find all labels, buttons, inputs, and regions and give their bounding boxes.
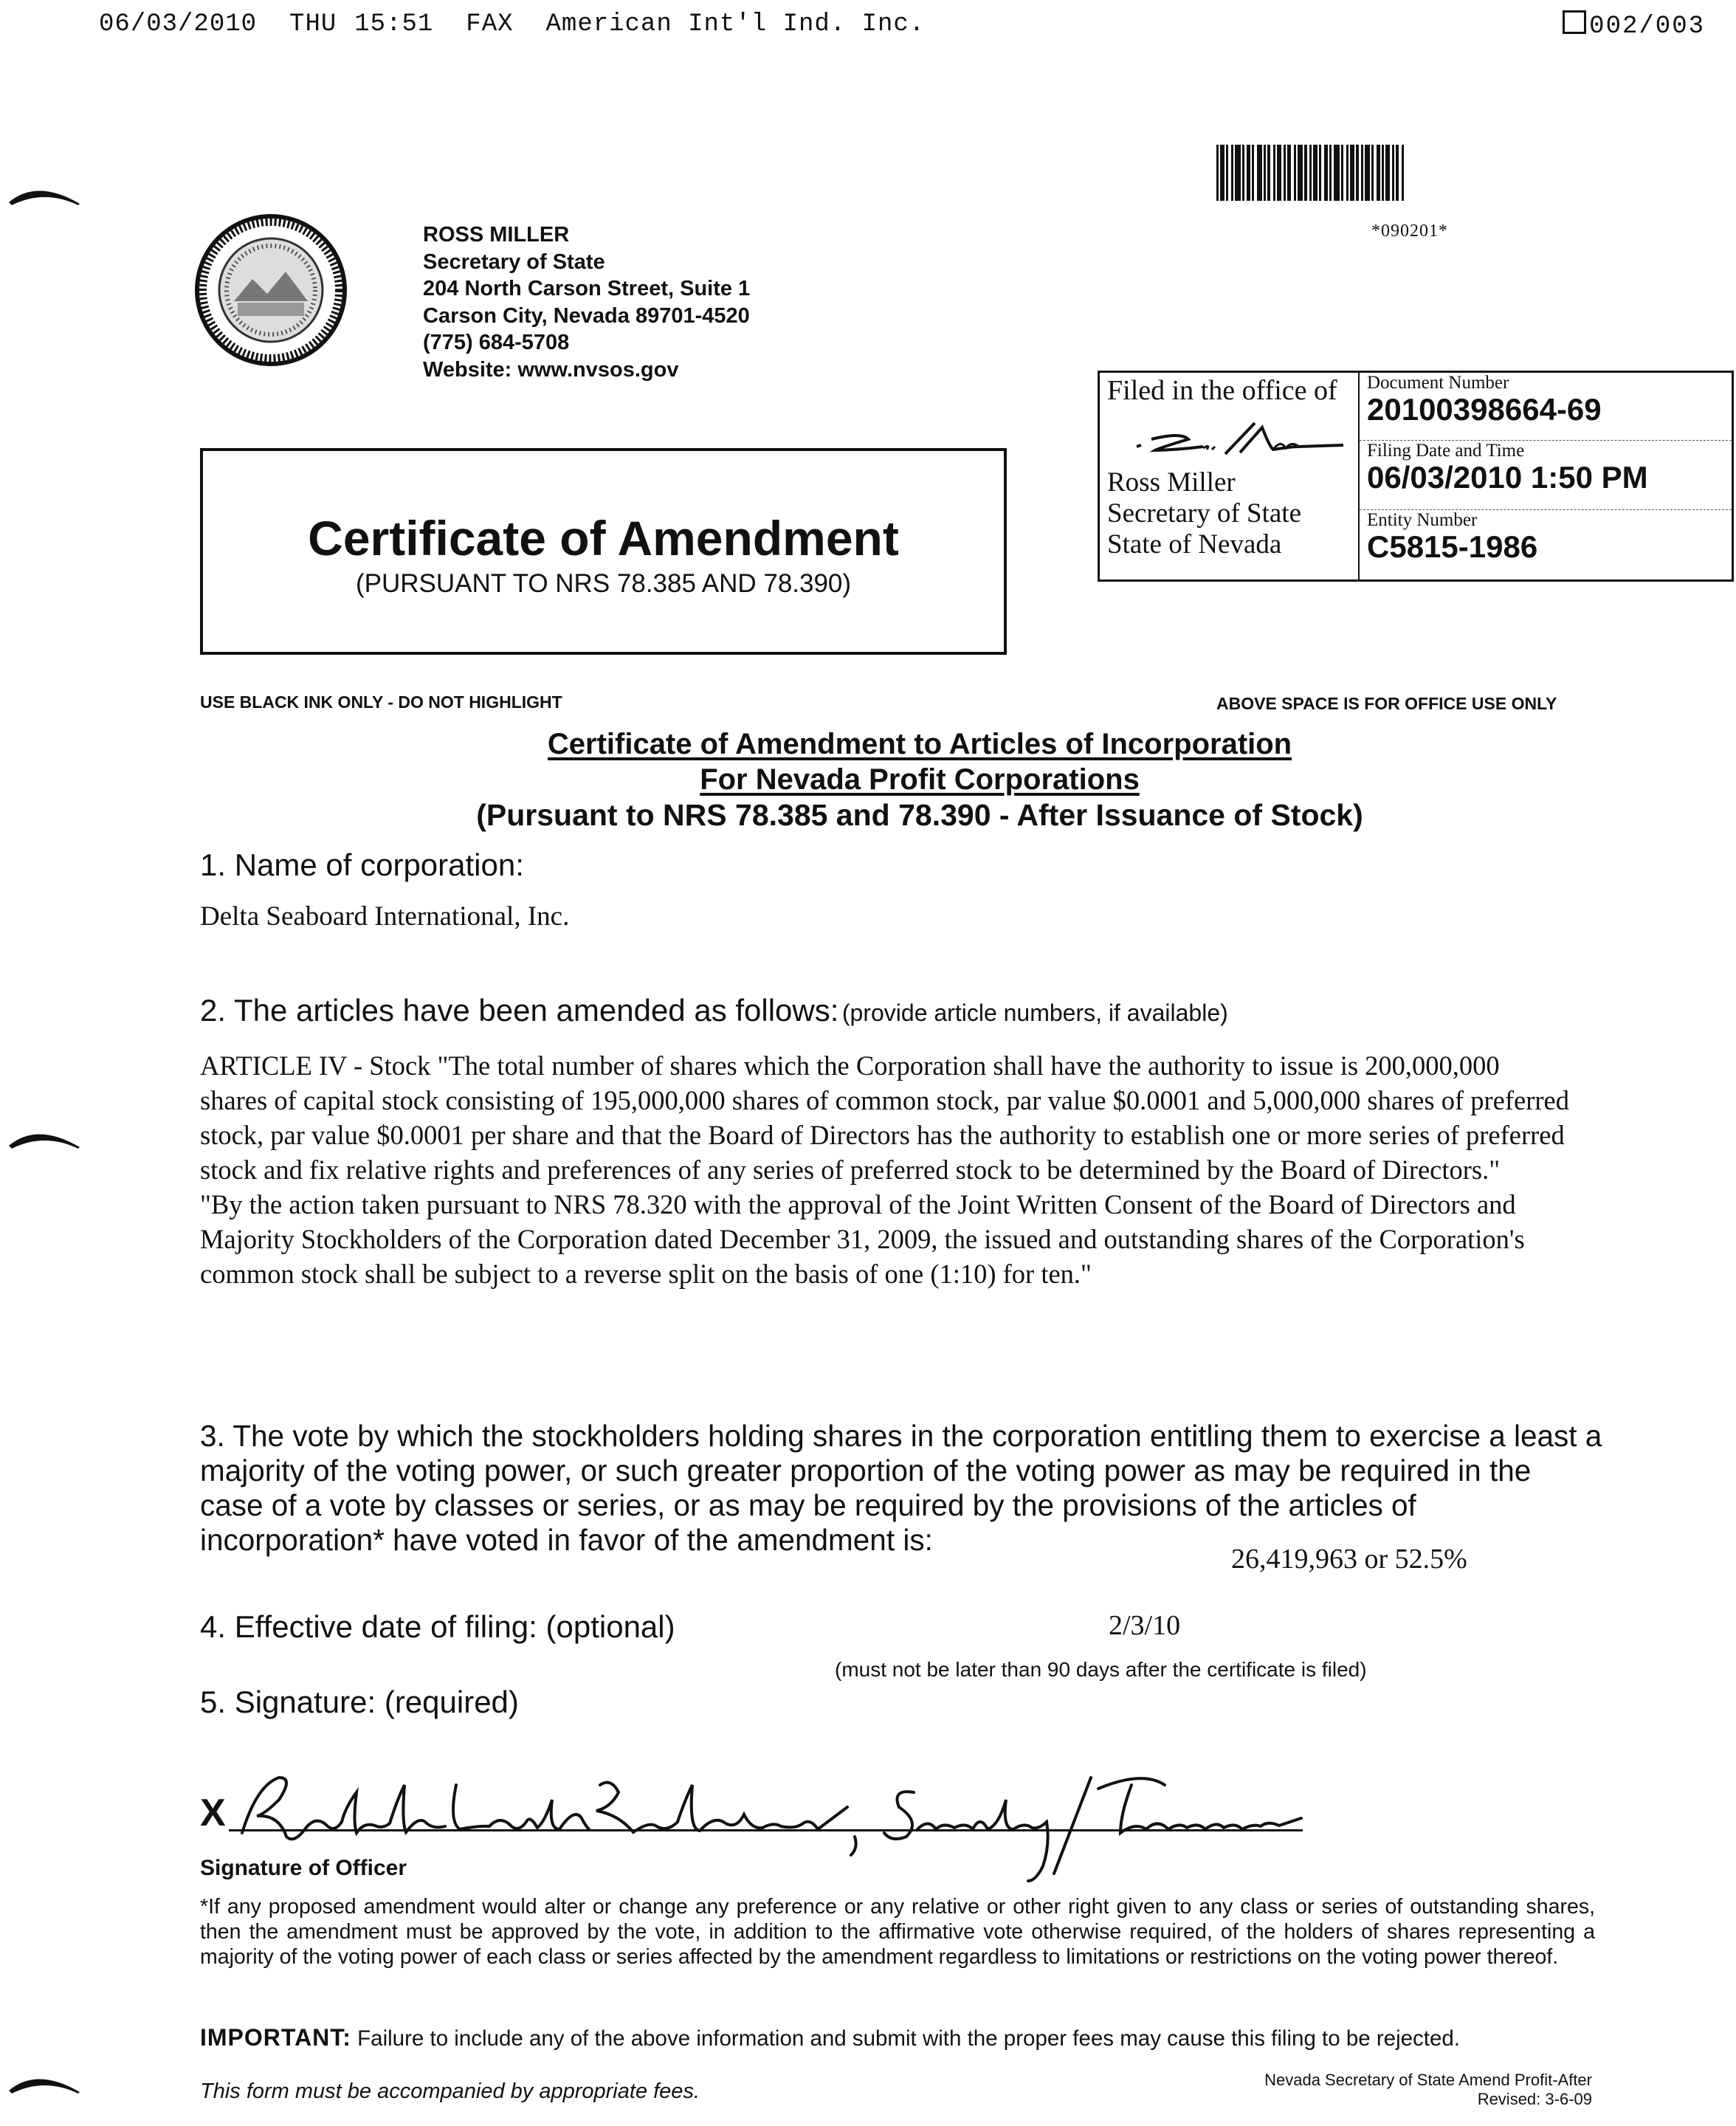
barcode-bar — [1273, 145, 1275, 201]
important-text: Failure to include any of the above information and submit with the proper fees may cause this filing to be rejected. — [357, 2026, 1460, 2051]
signature-field-label: 5. Signature: (required) — [200, 1685, 519, 1719]
barcode-bar — [1334, 145, 1340, 201]
fax-check-icon — [1563, 10, 1586, 34]
barcode-bar — [1226, 145, 1228, 201]
issuer-address-line1: 204 North Carson Street, Suite 1 — [423, 277, 751, 300]
barcode-bar — [1396, 145, 1399, 201]
fees-note: This form must be accompanied by appropriate fees. — [200, 2079, 700, 2103]
punch-hole-mark — [7, 2071, 81, 2094]
barcode-bar — [1264, 145, 1266, 201]
corporation-name-value: Delta Seaboard International, Inc. — [200, 901, 570, 932]
filing-officer-title: Secretary of State — [1107, 498, 1301, 529]
barcode-bar — [1257, 145, 1262, 201]
filing-date-label: Filing Date and Time — [1367, 441, 1525, 461]
certificate-subtitle: (PURSUANT TO NRS 78.385 AND 78.390) — [355, 569, 852, 598]
form-heading-line1-text: Certificate of Amendment to Articles of Incorporation — [547, 728, 1292, 760]
amendment-label-main: 2. The articles have been amended as follows: — [200, 993, 839, 1028]
vote-label: 3. The vote by which the stockholders holding shares in the corporation entitling them to exercise a least a majority of the voting power, or such greater proportion of the voting power as may be required in the case of a vote by classes or series, or as may be required by the provisions of the articles of incorporation* have voted in favor of the amendment is: — [200, 1419, 1602, 1557]
issuer-title: Secretary of State — [423, 250, 605, 274]
corporation-name-label: 1. Name of corporation: — [200, 847, 524, 882]
issuer-website: Website: www.nvsos.gov — [423, 357, 679, 382]
certificate-title: Certificate of Amendment — [308, 511, 899, 565]
barcode-bar — [1402, 145, 1404, 201]
effective-date-label: 4. Effective date of filing: (optional) — [200, 1609, 675, 1644]
vote-value: 26,419,963 or 52.5% — [1231, 1544, 1467, 1575]
fax-time: 15:51 — [354, 10, 434, 38]
certificate-title-box — [200, 448, 1007, 655]
form-heading-line3: (Pursuant to NRS 78.385 and 78.390 - After Issuance of Stock) — [476, 798, 1363, 832]
signature-of-officer-label: Signature of Officer — [200, 1856, 407, 1880]
barcode-bar — [1392, 145, 1394, 201]
barcode-bar — [1341, 145, 1343, 201]
office-use-notice: ABOVE SPACE IS FOR OFFICE USE ONLY — [1216, 694, 1557, 713]
document-number-label: Document Number — [1367, 373, 1509, 393]
barcode-bar — [1220, 145, 1224, 201]
barcode-bar — [1361, 145, 1363, 201]
signature-x-mark: X — [200, 1792, 226, 1834]
form-identifier-line2: Revised: 3-6-09 — [1477, 2090, 1592, 2108]
filing-office-cell — [1100, 373, 1360, 579]
entity-number-label: Entity Number — [1367, 510, 1478, 530]
barcode-bar — [1294, 145, 1296, 201]
ink-notice: USE BLACK INK ONLY - DO NOT HIGHLIGHT — [200, 692, 562, 712]
filing-stamp-box — [1098, 371, 1734, 582]
barcode-bar — [1267, 145, 1270, 201]
amendment-label-note: (provide article numbers, if available) — [841, 1000, 1228, 1026]
barcode-bar — [1382, 145, 1384, 201]
barcode-bar — [1346, 145, 1348, 201]
important-notice — [200, 2024, 1460, 2051]
barcode-bar — [1252, 145, 1254, 201]
filed-in-label: Filed in the office of — [1107, 375, 1337, 406]
barcode-bar — [1309, 145, 1312, 201]
form-identifier-line1: Nevada Secretary of State Amend Profit-After — [1264, 2071, 1592, 2089]
issuer-address-block — [423, 221, 750, 383]
important-label: IMPORTANT: — [200, 2024, 351, 2051]
barcode-bar — [1247, 145, 1250, 201]
filing-officer-block — [1107, 467, 1301, 560]
barcode-bar — [1304, 145, 1307, 201]
state-seal-icon — [193, 213, 348, 368]
barcode-bar — [1356, 145, 1359, 201]
fax-type: FAX — [466, 10, 514, 38]
barcode-bar — [1298, 145, 1303, 201]
barcode-bar — [1235, 145, 1241, 201]
amendment-label — [200, 993, 1228, 1028]
issuer-address-line2: Carson City, Nevada 89701-4520 — [423, 303, 750, 328]
document-number-value: 20100398664-69 — [1367, 392, 1602, 427]
fax-date: 06/03/2010 — [99, 10, 258, 38]
form-heading-line2 — [0, 763, 1736, 797]
effective-date-note: (must not be later than 90 days after the certificate is filed) — [835, 1658, 1367, 1681]
effective-date-value: 2/3/10 — [1109, 1610, 1181, 1641]
form-identifier — [1264, 2071, 1592, 2109]
form-heading-line1 — [0, 728, 1736, 761]
barcode-number: *090201* — [1371, 221, 1448, 241]
fax-company: American Int'l Ind. Inc. — [545, 10, 926, 38]
barcode-bar — [1319, 145, 1321, 201]
footnote: *If any proposed amendment would alter or change any preference or any relative or other right given to any class or series of outstanding shares, then the amendment must be approved by the vote, in addition to the affirmative vote otherwise required, of the holders of shares representing a majority of the voting power of each class or series affected by the amendment regardless to limitations or restrictions on the voting power thereof. — [200, 1895, 1595, 1969]
barcode-bar — [1284, 145, 1286, 201]
punch-hole-mark — [7, 1126, 81, 1149]
barcode-bar — [1313, 145, 1318, 201]
barcode-bar — [1385, 145, 1390, 201]
barcode — [1216, 145, 1604, 201]
filing-date-row — [1360, 441, 1732, 510]
barcode-bar — [1350, 145, 1354, 201]
filing-details-cell — [1360, 373, 1732, 579]
barcode-bar — [1216, 145, 1219, 201]
barcode-bar — [1277, 145, 1281, 201]
fax-page-number — [1563, 10, 1705, 41]
document-number-row — [1360, 373, 1732, 441]
fax-header — [99, 10, 957, 38]
barcode-bar — [1242, 145, 1244, 201]
fax-day: THU — [289, 10, 337, 38]
filing-officer-state: State of Nevada — [1107, 529, 1282, 560]
secretary-signature — [1115, 417, 1351, 469]
punch-hole-mark — [7, 183, 81, 205]
barcode-bar — [1365, 145, 1370, 201]
barcode-bar — [1324, 145, 1328, 201]
issuer-name: ROSS MILLER — [423, 223, 570, 247]
barcode-bar — [1231, 145, 1233, 201]
entity-number-value: C5815-1986 — [1367, 529, 1538, 564]
issuer-phone: (775) 684-5708 — [423, 331, 570, 354]
filing-officer-name: Ross Miller — [1107, 467, 1236, 498]
filing-date-value: 06/03/2010 1:50 PM — [1367, 460, 1648, 495]
amendment-reverse-split: "By the action taken pursuant to NRS 78.320 with the approval of the Joint Written Consent of the Board of Directors and Majority Stockholders of the Corporation dated December 31, 2009, the issued and outstanding shares of the Corporation's common stock shall be subject to a reverse split on the basis of one (1:10) for ten." — [200, 1189, 1525, 1289]
amendment-article-iv: ARTICLE IV - Stock "The total number of shares which the Corporation shall have the authority to issue is 200,000,000 shares of capital stock consisting of 195,000,000 shares of common stock, par value $0.0001 and 5,000,000 shares of preferred stock, par value $0.0001 per share and that the Board of Directors has the authority to establish one or more series of preferred stock and fix relative rights and preferences of any series of preferred stock to be determined by the Board of Directors." — [200, 1050, 1569, 1185]
barcode-bar — [1329, 145, 1332, 201]
barcode-bar — [1371, 145, 1374, 201]
barcode-bar — [1287, 145, 1291, 201]
barcode-bar — [1377, 145, 1380, 201]
fax-page-text: 002/003 — [1589, 13, 1705, 41]
form-heading-line2-text: For Nevada Profit Corporations — [700, 763, 1140, 796]
amendment-text — [200, 1048, 1573, 1291]
entity-number-row — [1360, 510, 1732, 584]
